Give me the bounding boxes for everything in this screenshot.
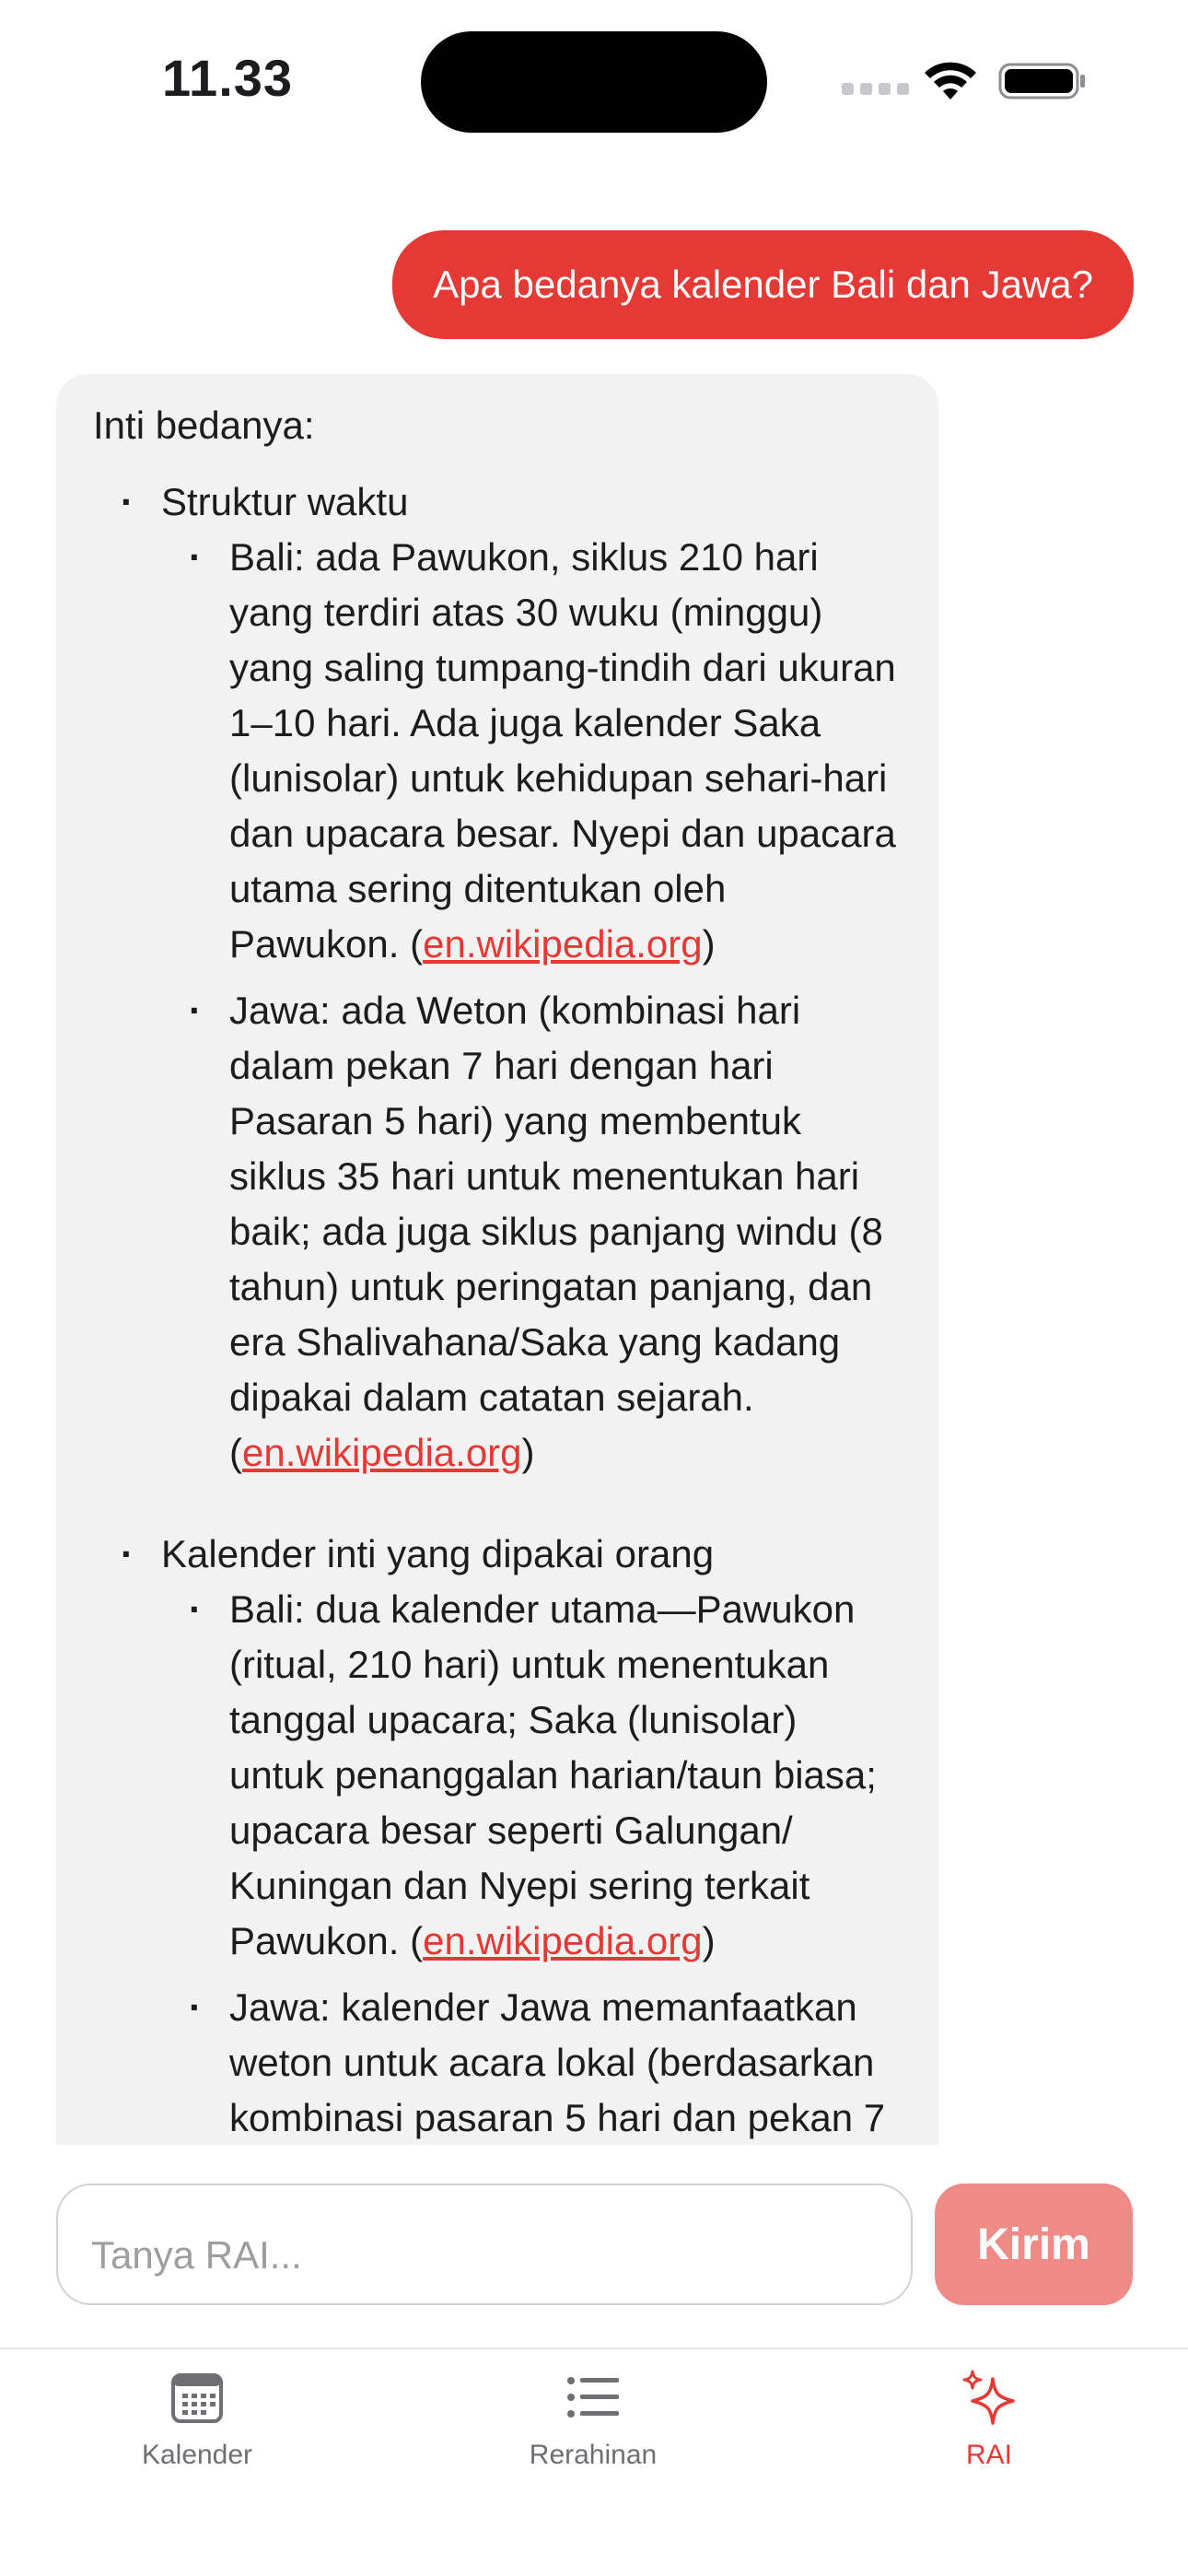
section-item [93,474,902,1481]
ai-response-bubble [56,374,938,2145]
send-button[interactable]: Kirim [935,2184,1133,2305]
sub-list [161,530,902,1481]
section-item [93,1527,902,2145]
ai-intro: Inti bedanya: [93,404,315,447]
list-item [161,1582,902,1969]
composer [0,2145,1188,2329]
source-link[interactable]: en.wikipedia.org [242,1431,522,1474]
section-list [93,474,902,2145]
item-suffix: ) [702,922,716,966]
user-message-bubble: Apa bedanya kalender Bali dan Jawa? [392,230,1134,339]
cellular-signal-icon [842,83,909,95]
sub-list [161,1582,902,2145]
dynamic-island [421,31,767,133]
tab-bar [0,2348,1188,2576]
item-text: Jawa: ada Weton (kombinasi hari dalam pekan 7 hari dengan hari Pasaran 5 hari) yang membentuk siklus 35 hari untuk menentukan hari baik; ada juga siklus panjang windu (8 tahun) untuk peringatan panjang, dan era Shalivahana/Saka yang kadang dipakai dalam catatan sejarah. ( [229,989,883,1474]
section-title: Kalender inti yang dipakai orang [161,1532,715,1575]
battery-icon [998,61,1087,101]
item-suffix: ) [521,1431,535,1474]
list-icon [564,2368,623,2427]
wifi-icon [921,57,980,103]
tab-label: Kalender [141,2440,253,2470]
section-title: Struktur waktu [161,480,409,523]
source-link[interactable]: en.wikipedia.org [423,1919,703,1962]
sparkle-icon [960,2368,1019,2427]
tab-rerahinan[interactable] [473,2368,713,2471]
tab-label: Rerahinan [529,2440,658,2470]
status-bar [0,0,1188,157]
source-link[interactable]: en.wikipedia.org [423,922,703,966]
ask-input[interactable] [56,2184,913,2305]
chat-thread[interactable] [0,157,1188,2145]
status-time: 11.33 [162,49,294,107]
list-item [161,1980,902,2145]
list-item [161,983,902,1481]
item-text: Jawa: kalender Jawa memanfaatkan weton untuk acara lokal (berdasarkan kombinasi pasaran 5 hari dan pekan 7 [229,1985,886,2139]
tab-label: RAI [965,2440,1012,2470]
tab-kalender[interactable] [77,2368,317,2471]
item-suffix: ) [702,1919,716,1962]
item-text: Bali: dua kalender utama—Pawukon (ritual, 210 hari) untuk menentukan tanggal upacara; Saka (lunisolar) untuk penanggalan harian/taun biasa; upacara besar seperti Galungan/ Kuningan dan Nyepi sering terkait Pawukon. ( [229,1587,877,1962]
list-item [161,530,902,972]
calendar-icon [168,2368,227,2427]
item-text: Bali: ada Pawukon, siklus 210 hari yang terdiri atas 30 wuku (minggu) yang saling tumpang-tindih dari ukuran 1–10 hari. Ada juga kalender Saka (lunisolar) untuk kehidupan sehari-hari dan upacara besar. Nyepi dan upacara utama sering ditentukan oleh Pawukon. ( [229,535,896,966]
tab-rai[interactable] [869,2368,1109,2471]
